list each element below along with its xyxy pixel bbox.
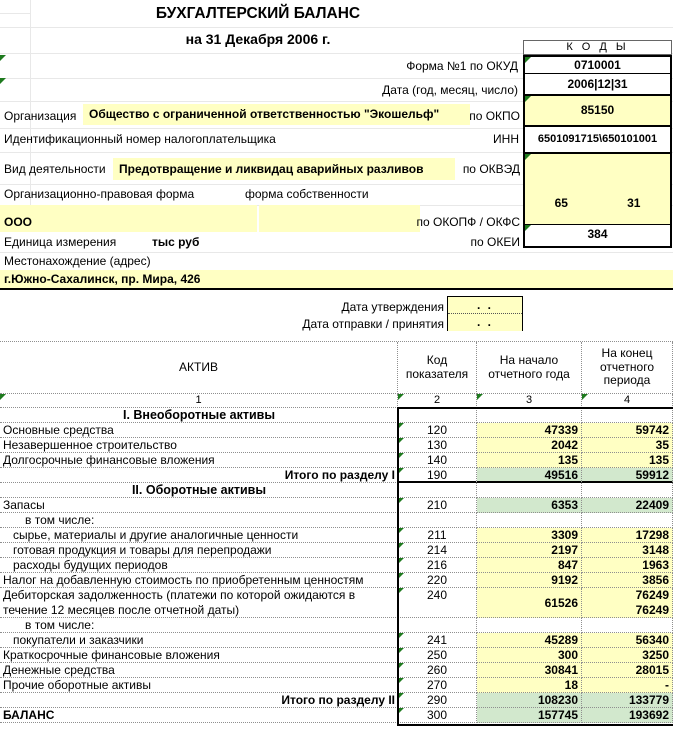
row-label-cell: II. Оборотные активы: [0, 483, 398, 498]
unit-value[interactable]: тыс руб: [152, 235, 200, 249]
table-row: [0, 648, 673, 663]
row-label-cell: Прочие оборотные активы: [0, 678, 398, 693]
row-end-value-cell: [582, 618, 673, 633]
row-start-value-cell: [477, 408, 582, 423]
table-row: [0, 453, 673, 468]
approval-date-cell[interactable]: . .: [448, 297, 522, 314]
row-end-value-cell[interactable]: [582, 588, 673, 618]
row-start-value-cell[interactable]: 847: [477, 558, 582, 573]
date-cells-box: [447, 296, 523, 331]
table-row: [0, 438, 673, 453]
row-label-cell: готовая продукция и товары для перепродажи: [0, 543, 398, 558]
row-code-cell: [398, 513, 477, 528]
row-start-value-cell[interactable]: 157745: [477, 708, 582, 723]
row-start-value-cell: [477, 483, 582, 498]
ownership-label: форма собственности: [245, 187, 369, 201]
row-end-value-line[interactable]: 76249: [635, 603, 669, 617]
form-label: Форма №1 по ОКУД: [406, 59, 518, 73]
okei-value-cell[interactable]: 384: [525, 225, 670, 246]
col-header-code: Код показателя: [398, 342, 477, 394]
table-body: [0, 408, 673, 723]
table-row: [0, 618, 673, 633]
row-code-cell: 130: [398, 438, 477, 453]
row-start-value-cell[interactable]: 61526: [477, 588, 582, 618]
table-row: [0, 588, 673, 618]
row-label-cell: Итого по разделу II: [0, 693, 398, 708]
row-code-cell: 120: [398, 423, 477, 438]
okopf-label: по ОКОПФ / ОКФС: [416, 215, 520, 229]
table-row: [0, 708, 673, 723]
row-label-cell: Запасы: [0, 498, 398, 513]
approval-date-label: Дата утверждения: [341, 300, 444, 314]
row-start-value-cell[interactable]: 2197: [477, 543, 582, 558]
row-code-cell: 211: [398, 528, 477, 543]
row-code-cell: 190: [398, 468, 477, 483]
okved-okopf-value-cell[interactable]: [525, 154, 670, 225]
title-row: [0, 0, 673, 28]
col-number-4: 4: [582, 394, 673, 408]
activity-input[interactable]: Предотвращение и ликвидац аварийных разливов: [113, 158, 455, 180]
codes-box: [523, 55, 672, 248]
row-end-value-cell[interactable]: 17298: [582, 528, 673, 543]
address-input[interactable]: г.Южно-Сахалинск, пр. Мира, 426: [0, 270, 673, 290]
codes-header-cell: К О Д Ы: [523, 40, 672, 55]
row-label-cell: Дебиторская задолженность (платежи по которой ожидаются в течение 12 месяцев после отчетной даты): [0, 588, 398, 618]
table-row: [0, 663, 673, 678]
col-number-2: 2: [398, 394, 477, 408]
row-end-value-line[interactable]: 76249: [635, 588, 669, 602]
col-number-1: 1: [0, 394, 398, 408]
row-start-value-cell[interactable]: 2042: [477, 438, 582, 453]
col-header-end: На конец отчетного периода: [582, 342, 673, 394]
row-code-cell: 220: [398, 573, 477, 588]
table-row: [0, 573, 673, 588]
inn-label: Идентификационный номер налогоплательщика: [4, 132, 276, 146]
row-code-cell: 250: [398, 648, 477, 663]
row-start-value-cell[interactable]: 6353: [477, 498, 582, 513]
ownership-input[interactable]: [259, 205, 420, 232]
row-end-value-cell[interactable]: 59742: [582, 423, 673, 438]
row-end-value-cell[interactable]: 193692: [582, 708, 673, 723]
row-code-cell: 300: [398, 708, 477, 723]
row-label-cell: Налог на добавленную стоимость по приобретенным ценностям: [0, 573, 398, 588]
okpo-label: по ОКПО: [469, 109, 520, 123]
row-start-value-cell[interactable]: 3309: [477, 528, 582, 543]
row-end-value-cell: [582, 408, 673, 423]
row-label-cell: покупатели и заказчики: [0, 633, 398, 648]
org-label: Организация: [4, 109, 77, 123]
row-end-value-cell[interactable]: 28015: [582, 663, 673, 678]
legal-form-input[interactable]: ООО: [0, 205, 257, 232]
legal-form-label: Организационно-правовая форма: [4, 187, 195, 201]
row-code-cell: 214: [398, 543, 477, 558]
dispatch-date-cell[interactable]: . .: [448, 314, 522, 331]
row-code-cell: [398, 618, 477, 633]
row-start-value-cell[interactable]: 300: [477, 648, 582, 663]
org-name-input[interactable]: Общество с ограниченной ответственностью "Экошельф": [83, 104, 470, 125]
row-end-value-cell[interactable]: 3250: [582, 648, 673, 663]
col-header-aktiv: АКТИВ: [0, 342, 398, 394]
row-end-value-cell[interactable]: -: [582, 678, 673, 693]
activity-label: Вид деятельности: [4, 162, 106, 176]
row-code-cell: [398, 483, 477, 498]
row-start-value-cell[interactable]: 135: [477, 453, 582, 468]
row-end-value-cell[interactable]: 3148: [582, 543, 673, 558]
row-label-cell: Итого по разделу I: [0, 468, 398, 483]
row-start-value-cell[interactable]: 18: [477, 678, 582, 693]
inn-code-label: ИНН: [493, 132, 519, 146]
row-code-cell: 140: [398, 453, 477, 468]
row-start-value-cell[interactable]: 30841: [477, 663, 582, 678]
row-code-cell: 216: [398, 558, 477, 573]
page-subtitle: на 31 Декабря 2006 г.: [185, 31, 331, 47]
table-row: [0, 558, 673, 573]
col-number-3: 3: [477, 394, 582, 408]
row-start-value-cell: [477, 618, 582, 633]
table-row: [0, 633, 673, 648]
table-row: [0, 468, 673, 483]
row-code-cell: [398, 408, 477, 423]
row-label-cell: в том числе:: [0, 618, 398, 633]
row-label-cell: Основные средства: [0, 423, 398, 438]
row-start-value-cell[interactable]: 47339: [477, 423, 582, 438]
row-label-cell: БАЛАНС: [0, 708, 398, 723]
assets-table: [0, 341, 673, 723]
row-start-value-cell[interactable]: 49516: [477, 468, 582, 483]
row-start-value-cell[interactable]: 9192: [477, 573, 582, 588]
row-code-cell: 210: [398, 498, 477, 513]
col-header-start: На начало отчетного года: [477, 342, 582, 394]
table-row: [0, 483, 673, 498]
table-row: [0, 513, 673, 528]
okud-value-cell[interactable]: 0710001: [525, 57, 670, 74]
dispatch-date-label: Дата отправки / принятия: [302, 317, 444, 331]
row-end-value-cell[interactable]: 59912: [582, 468, 673, 483]
report-date-value-cell[interactable]: 2006|12|31: [525, 74, 670, 96]
row-end-value-cell: [582, 483, 673, 498]
page-title: БУХГАЛТЕРСКИЙ БАЛАНС: [155, 5, 361, 22]
row-label-cell: в том числе:: [0, 513, 398, 528]
inn-value-cell[interactable]: 6501091715\650101001: [525, 127, 670, 154]
okved-label: по ОКВЭД: [462, 162, 520, 176]
row-label-cell: расходы будущих периодов: [0, 558, 398, 573]
row-code-cell: 290: [398, 693, 477, 708]
row-code-cell: 241: [398, 633, 477, 648]
row-end-value-cell: [582, 513, 673, 528]
table-row: [0, 693, 673, 708]
row-end-value-cell[interactable]: 133779: [582, 693, 673, 708]
row-label-cell: I. Внеоборотные активы: [0, 408, 398, 423]
okfs-value[interactable]: 31: [627, 196, 641, 210]
row-end-value-cell[interactable]: 1963: [582, 558, 673, 573]
table-row: [0, 678, 673, 693]
table-row: [0, 543, 673, 558]
row-end-value-cell[interactable]: 3856: [582, 573, 673, 588]
row-end-value-cell[interactable]: 22409: [582, 498, 673, 513]
unit-label: Единица измерения: [4, 235, 117, 249]
location-label: Местонахождение (адрес): [4, 254, 151, 268]
table-row: [0, 498, 673, 513]
row-start-value-cell[interactable]: 45289: [477, 633, 582, 648]
table-row: [0, 408, 673, 423]
row-label-cell: Незавершенное строительство: [0, 438, 398, 453]
row-label-cell: Долгосрочные финансовые вложения: [0, 453, 398, 468]
row-code-cell: 260: [398, 663, 477, 678]
okei-label: по ОКЕИ: [470, 235, 520, 249]
table-header-row: [0, 341, 673, 394]
column-number-row: [0, 394, 673, 408]
row-label-cell: Краткосрочные финансовые вложения: [0, 648, 398, 663]
okopf-value[interactable]: 65: [554, 196, 568, 210]
okpo-value-cell[interactable]: 85150: [525, 96, 670, 127]
row-code-cell: 240: [398, 588, 477, 618]
row-label-cell: сырье, материалы и другие аналогичные ценности: [0, 528, 398, 543]
location-row: [0, 252, 673, 270]
row-code-cell: 270: [398, 678, 477, 693]
table-row: [0, 528, 673, 543]
row-end-value-cell[interactable]: 35: [582, 438, 673, 453]
row-start-value-cell[interactable]: 108230: [477, 693, 582, 708]
row-end-value-cell[interactable]: 135: [582, 453, 673, 468]
row-end-value-cell[interactable]: 56340: [582, 633, 673, 648]
report-date-label: Дата (год, месяц, число): [382, 83, 518, 97]
row-start-value-cell: [477, 513, 582, 528]
row-label-cell: Денежные средства: [0, 663, 398, 678]
table-row: [0, 423, 673, 438]
